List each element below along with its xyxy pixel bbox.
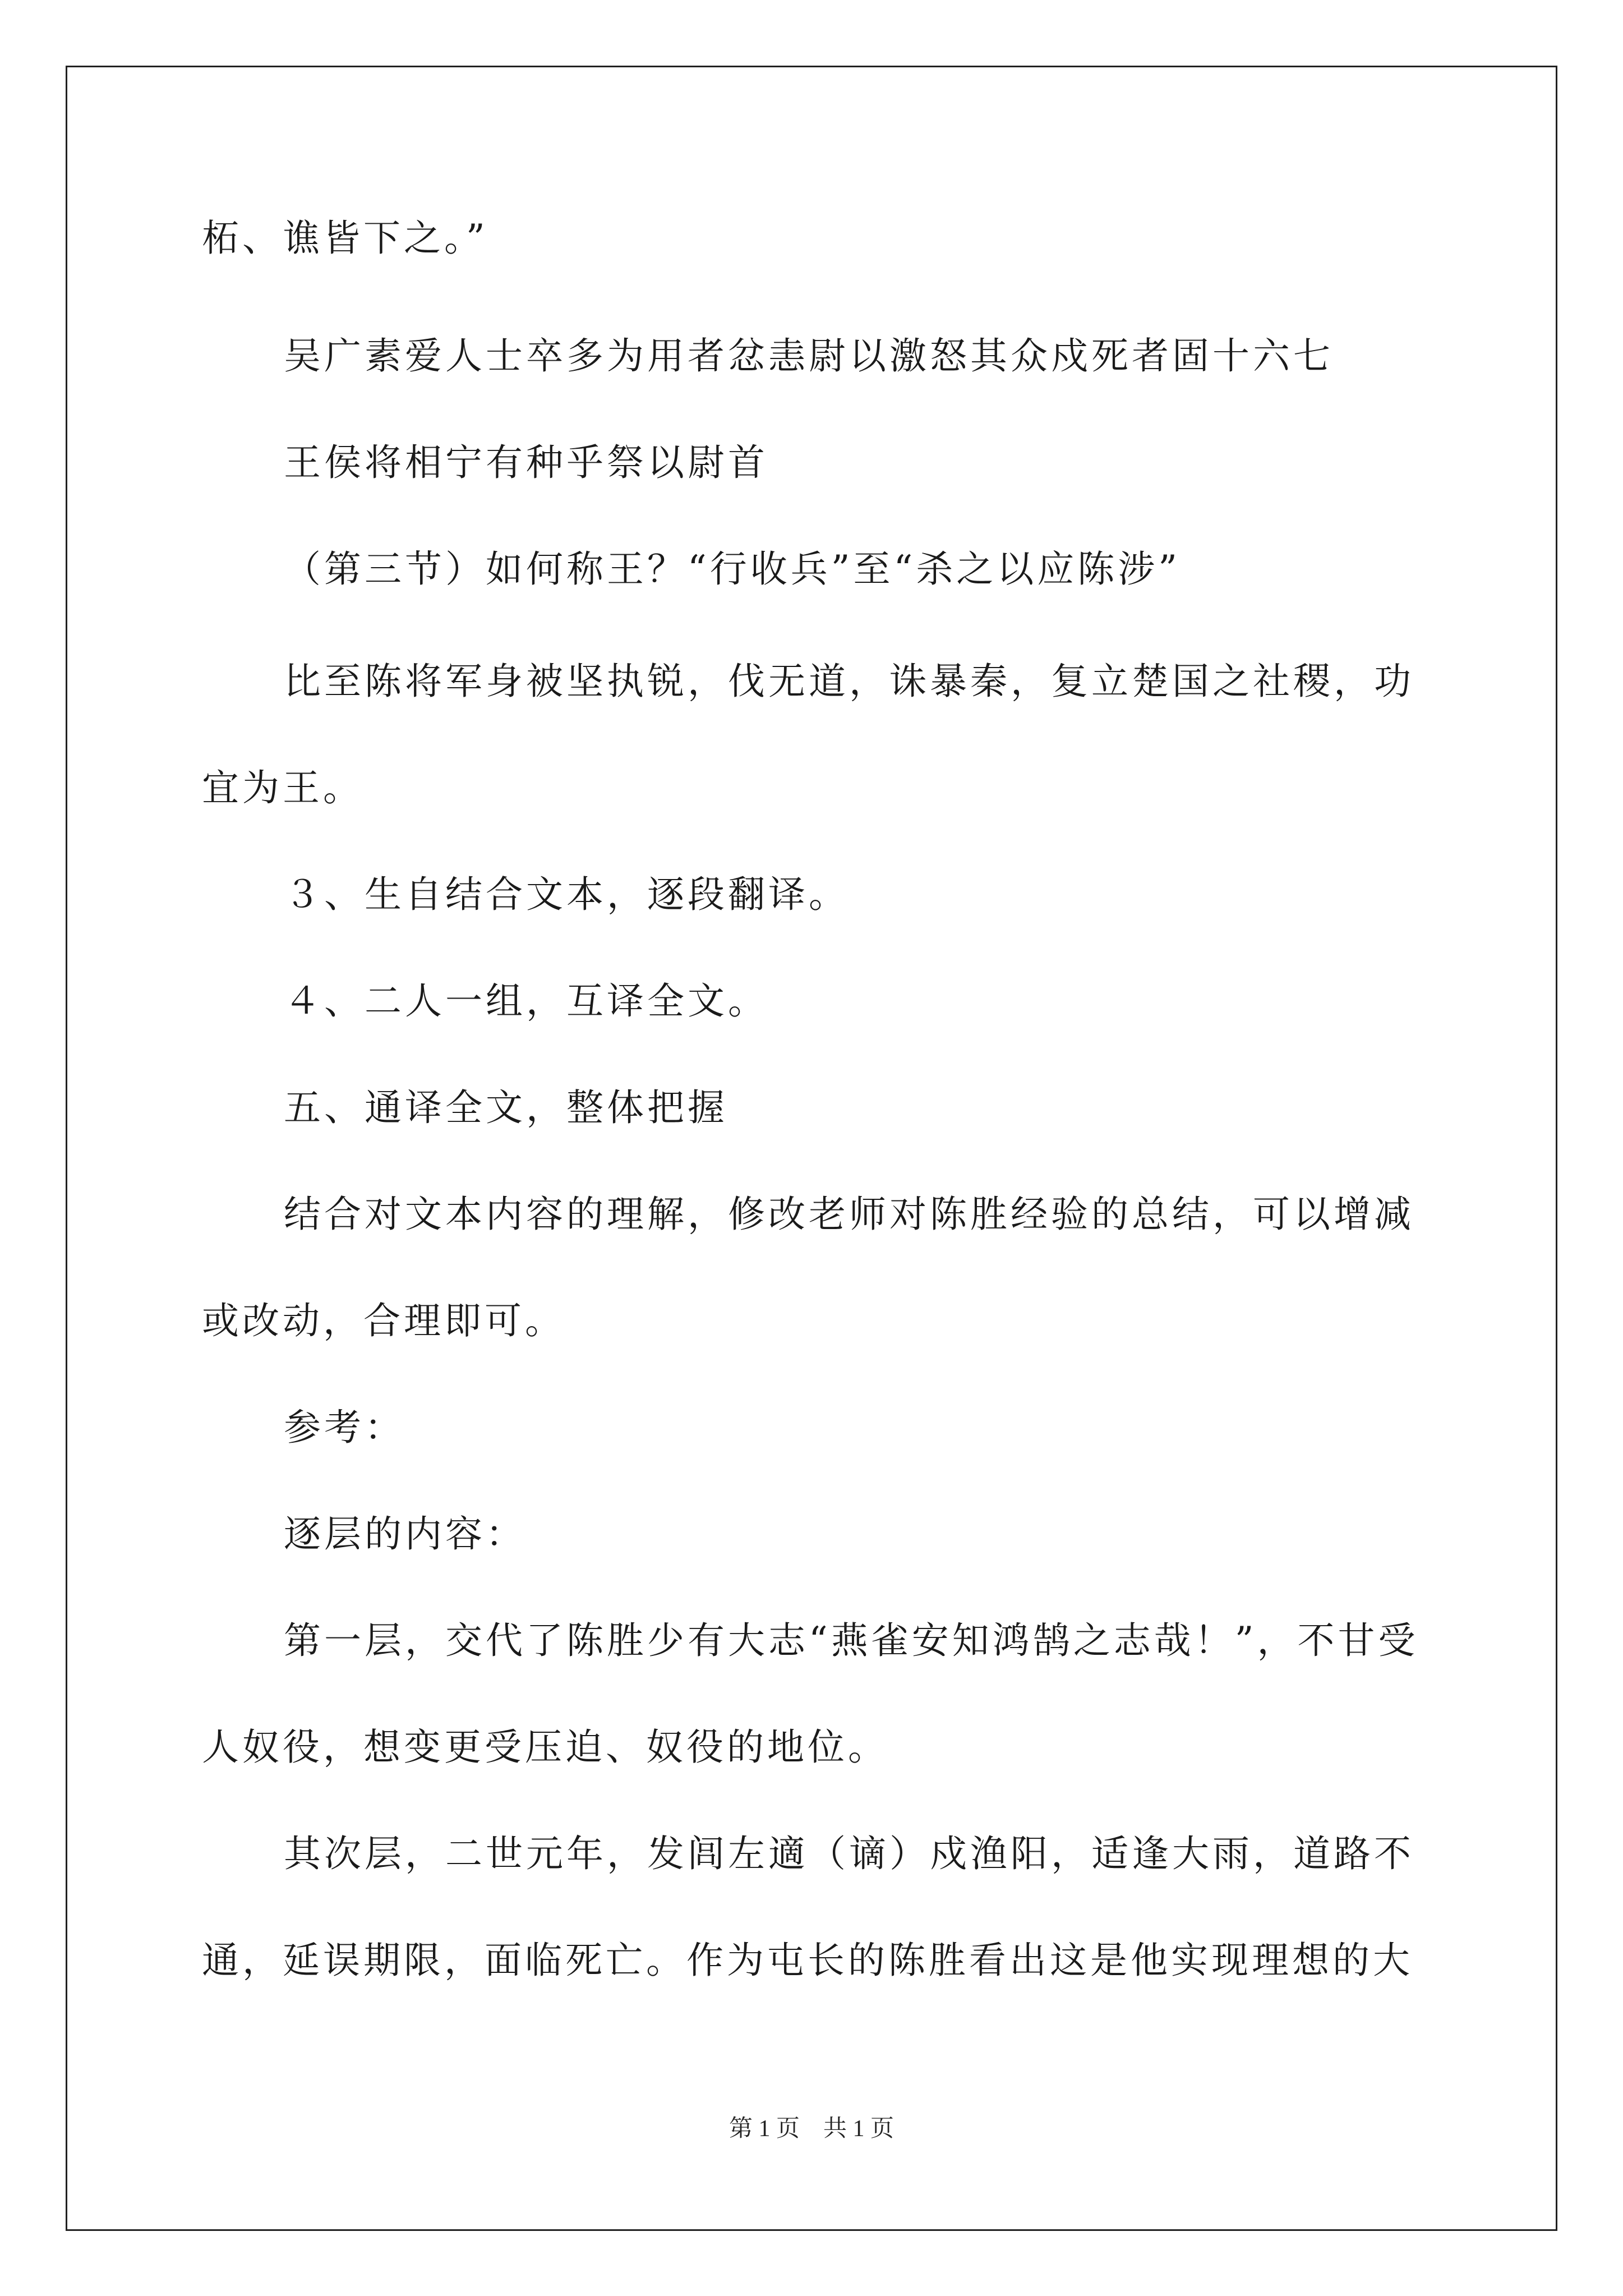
text-line: 人奴役，想变更受压迫、奴役的地位。 bbox=[202, 1726, 888, 1769]
list-item: ３、生自结合文本，逐段翻译。 bbox=[284, 873, 849, 916]
list-item: ４、二人一组，互译全文。 bbox=[284, 979, 768, 1023]
text-line: 逐层的内容： bbox=[284, 1512, 526, 1556]
section-heading: （第三节）如何称王？“行收兵”至“杀之以应陈涉” bbox=[284, 547, 1181, 591]
text-line: 柘、谯皆下之。” bbox=[202, 217, 488, 260]
text-line: 宜为王。 bbox=[202, 766, 363, 809]
text-line: 通，延误期限，面临死亡。作为屯长的陈胜看出这是他实现理想的大 bbox=[202, 1939, 1413, 1982]
section-heading: 五、通译全文，整体把握 bbox=[284, 1086, 728, 1129]
text-line: 参考： bbox=[284, 1406, 405, 1449]
text-line: 吴广素爱人士卒多为用者忿恚尉以激怒其众戍死者固十六七 bbox=[284, 334, 1334, 378]
text-line: 比至陈将军身被坚执锐，伐无道，诛暴秦，复立楚国之社稷，功 bbox=[284, 660, 1414, 703]
page-number-footer: 第 1 页 共 1 页 bbox=[728, 2116, 894, 2142]
text-line: 结合对文本内容的理解，修改老师对陈胜经验的总结，可以增减 bbox=[284, 1193, 1414, 1236]
text-line: 王侯将相宁有种乎祭以尉首 bbox=[284, 441, 768, 484]
text-line: 第一层，交代了陈胜少有大志“燕雀安知鸿鹄之志哉！”，不甘受 bbox=[284, 1619, 1419, 1662]
page-border bbox=[66, 66, 1557, 2231]
text-line: 或改动，合理即可。 bbox=[202, 1299, 565, 1342]
text-line: 其次层，二世元年，发闾左適（谪）戍渔阳，适逢大雨，道路不 bbox=[284, 1832, 1414, 1875]
